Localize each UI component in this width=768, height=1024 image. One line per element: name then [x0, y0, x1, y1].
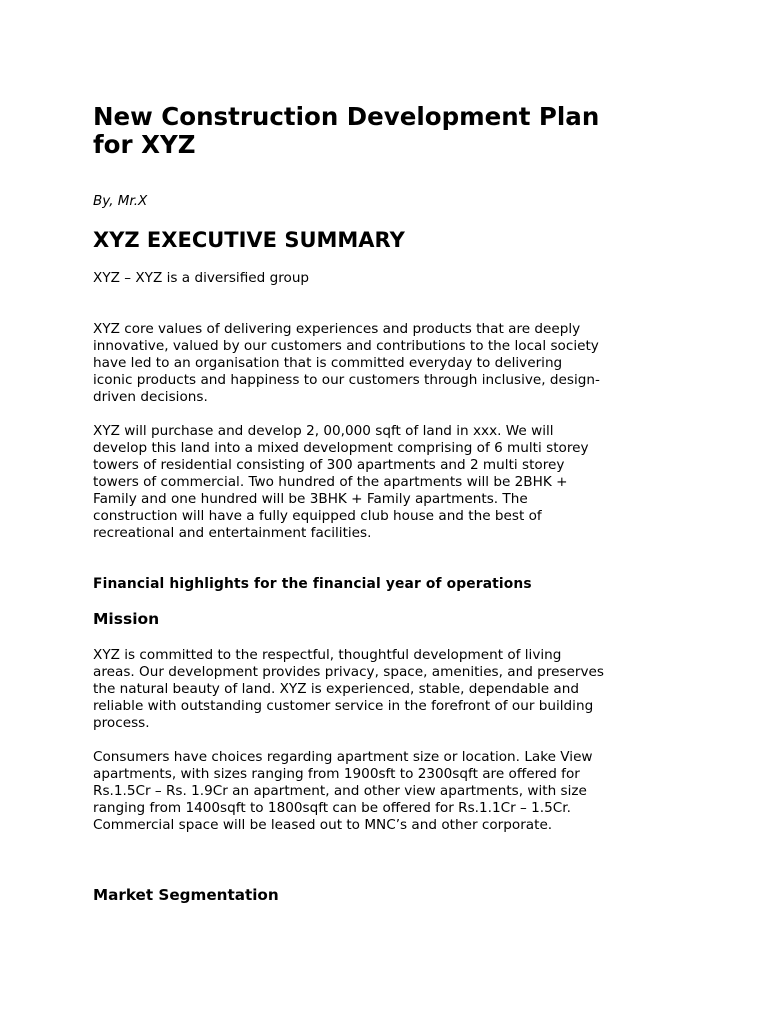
paragraph-line: construction will have a fully equipped club house and the best of [93, 508, 542, 524]
paragraph-line: towers of commercial. Two hundred of the apartments will be 2BHK + [93, 474, 568, 490]
paragraph-line: have led to an organisation that is committed everyday to delivering [93, 355, 563, 371]
paragraph-line: reliable with outstanding customer service in the forefront of our building [93, 698, 594, 714]
author-byline: By, Mr.X [93, 193, 148, 209]
development-paragraph [93, 423, 683, 542]
document-title: New Construction Development Plan for XYZ [93, 102, 600, 159]
paragraph-line: iconic products and happiness to our customers through inclusive, design- [93, 372, 600, 388]
intro-paragraph: XYZ – XYZ is a diversified group [93, 270, 310, 286]
paragraph-line: ranging from 1400sqft to 1800sqft can be offered for Rs.1.1Cr – 1.5Cr. [93, 800, 571, 816]
paragraph-line: XYZ is committed to the respectful, thoughtful development of living [93, 647, 562, 663]
paragraph-line: develop this land into a mixed development comprising of 6 multi storey [93, 440, 589, 456]
paragraph-line: XYZ will purchase and develop 2, 00,000 sqft of land in xxx. We will [93, 423, 554, 439]
executive-summary-heading: XYZ EXECUTIVE SUMMARY [93, 228, 405, 252]
paragraph-line: Family and one hundred will be 3BHK + Family apartments. The [93, 491, 528, 507]
market-segmentation-heading: Market Segmentation [93, 886, 279, 904]
paragraph-line: Consumers have choices regarding apartment size or location. Lake View [93, 749, 593, 765]
mission-paragraph [93, 647, 683, 732]
paragraph-line: XYZ core values of delivering experiences and products that are deeply [93, 321, 581, 337]
paragraph-line: process. [93, 715, 150, 731]
paragraph-line: Rs.1.5Cr – Rs. 1.9Cr an apartment, and other view apartments, with size [93, 783, 587, 799]
mission-heading: Mission [93, 610, 160, 628]
paragraph-line: Commercial space will be leased out to MNC’s and other corporate. [93, 817, 553, 833]
paragraph-line: innovative, valued by our customers and contributions to the local society [93, 338, 599, 354]
consumers-paragraph [93, 749, 683, 834]
paragraph-line: recreational and entertainment facilities. [93, 525, 372, 541]
financial-highlights-heading: Financial highlights for the financial year of operations [93, 576, 532, 592]
paragraph-line: the natural beauty of land. XYZ is experienced, stable, dependable and [93, 681, 580, 697]
paragraph-line: driven decisions. [93, 389, 208, 405]
core-values-paragraph [93, 321, 683, 406]
paragraph-line: apartments, with sizes ranging from 1900sft to 2300sqft are offered for [93, 766, 580, 782]
paragraph-line: towers of residential consisting of 300 apartments and 2 multi storey [93, 457, 565, 473]
paragraph-line: areas. Our development provides privacy, space, amenities, and preserves [93, 664, 604, 680]
